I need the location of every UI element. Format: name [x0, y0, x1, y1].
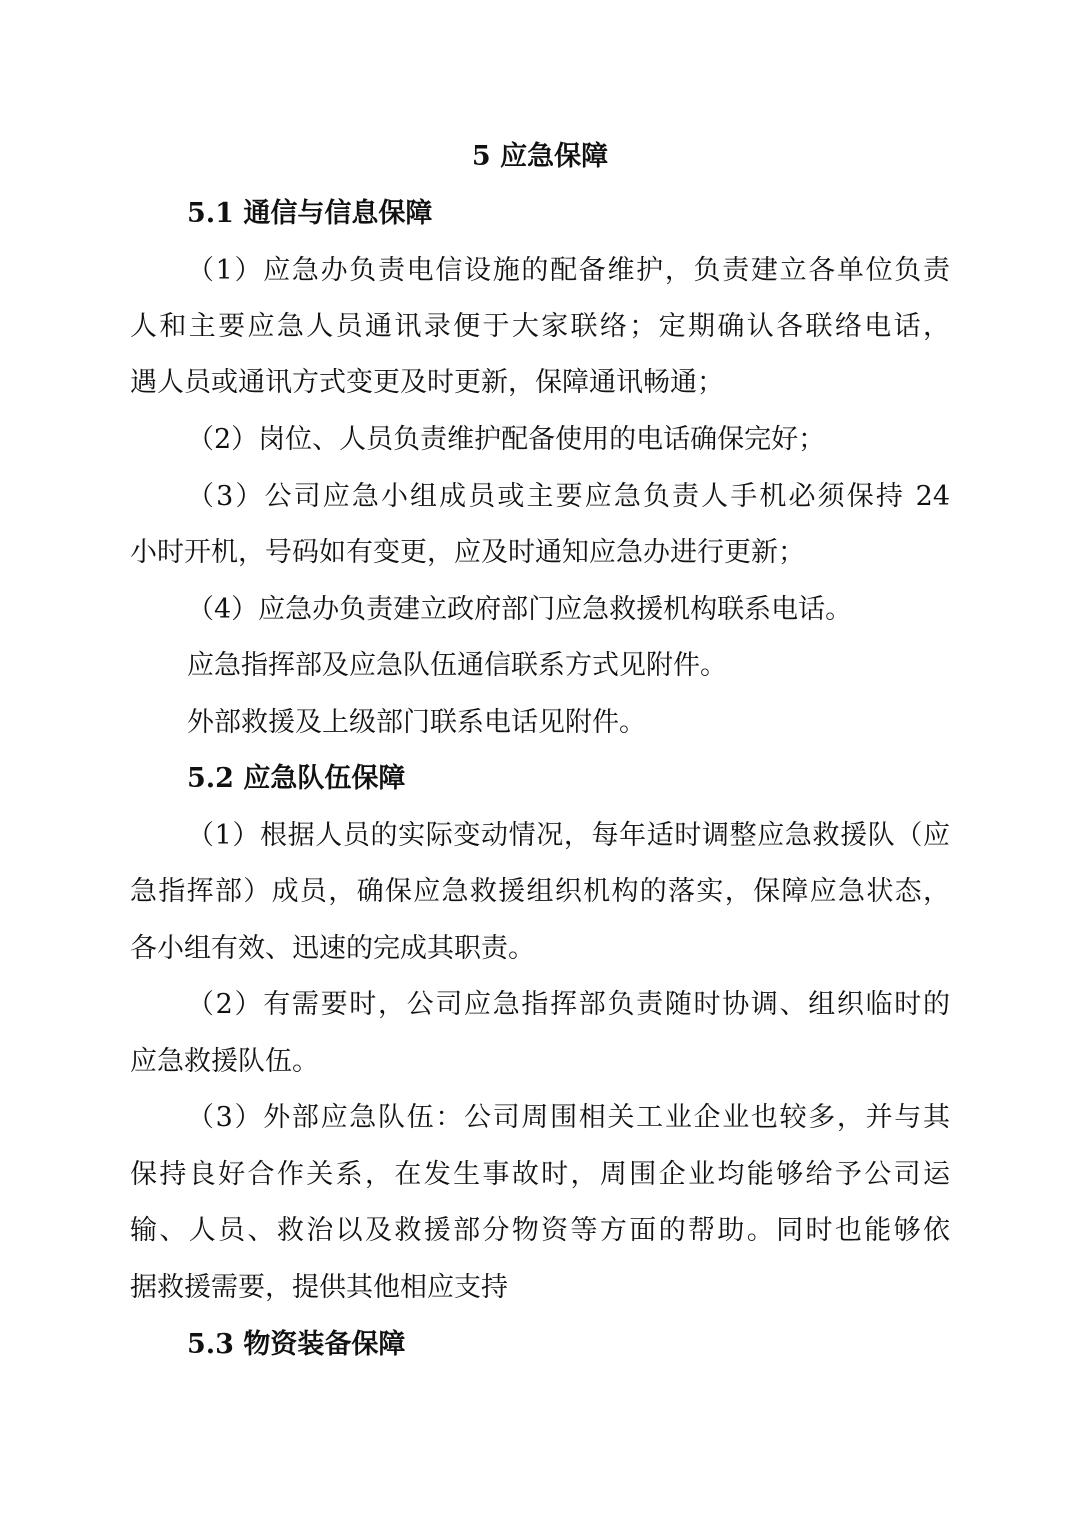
paragraph-line: 急指挥部）成员，确保应急救援组织机构的落实，保障应急状态，: [130, 876, 950, 907]
chapter-title: 5 应急保障: [471, 141, 609, 172]
paragraph-line: （1）应急办负责电信设施的配备维护，负责建立各单位负责: [187, 255, 950, 286]
paragraph-line: 遇人员或通讯方式变更及时更新，保障通讯畅通；: [130, 367, 724, 398]
paragraph-line: 应急指挥部及应急队伍通信联系方式见附件。: [187, 650, 727, 681]
paragraph-line: （3）外部应急队伍：公司周围相关工业企业也较多，并与其: [187, 1102, 950, 1133]
paragraph-line: （2）有需要时，公司应急指挥部负责随时协调、组织临时的: [187, 989, 950, 1020]
section-heading-5-3: 5.3 物资装备保障: [187, 1329, 406, 1360]
paragraph-line: 外部救援及上级部门联系电话见附件。: [187, 707, 646, 738]
section-heading-5-1: 5.1 通信与信息保障: [187, 198, 433, 229]
paragraph-line: （1）根据人员的实际变动情况，每年适时调整应急救援队（应: [187, 820, 950, 851]
paragraph-line: （3）公司应急小组成员或主要应急负责人手机必须保持 24: [187, 481, 950, 512]
paragraph-line: 应急救援队伍。: [130, 1046, 319, 1077]
paragraph-line: 各小组有效、迅速的完成其职责。: [130, 933, 535, 964]
paragraph-line: 据救援需要，提供其他相应支持: [130, 1272, 508, 1303]
paragraph-line: 输、人员、救治以及救援部分物资等方面的帮助。同时也能够依: [130, 1215, 950, 1246]
section-heading-5-2: 5.2 应急队伍保障: [187, 763, 406, 794]
paragraph-line: （2）岗位、人员负责维护配备使用的电话确保完好；: [187, 424, 826, 455]
paragraph-line: 保持良好合作关系，在发生事故时，周围企业均能够给予公司运: [130, 1159, 950, 1190]
paragraph-line: 小时开机，号码如有变更，应及时通知应急办进行更新；: [130, 537, 805, 568]
paragraph-line: （4）应急办负责建立政府部门应急救援机构联系电话。: [187, 594, 853, 625]
paragraph-line: 人和主要应急人员通讯录便于大家联络；定期确认各联络电话，: [130, 311, 950, 342]
